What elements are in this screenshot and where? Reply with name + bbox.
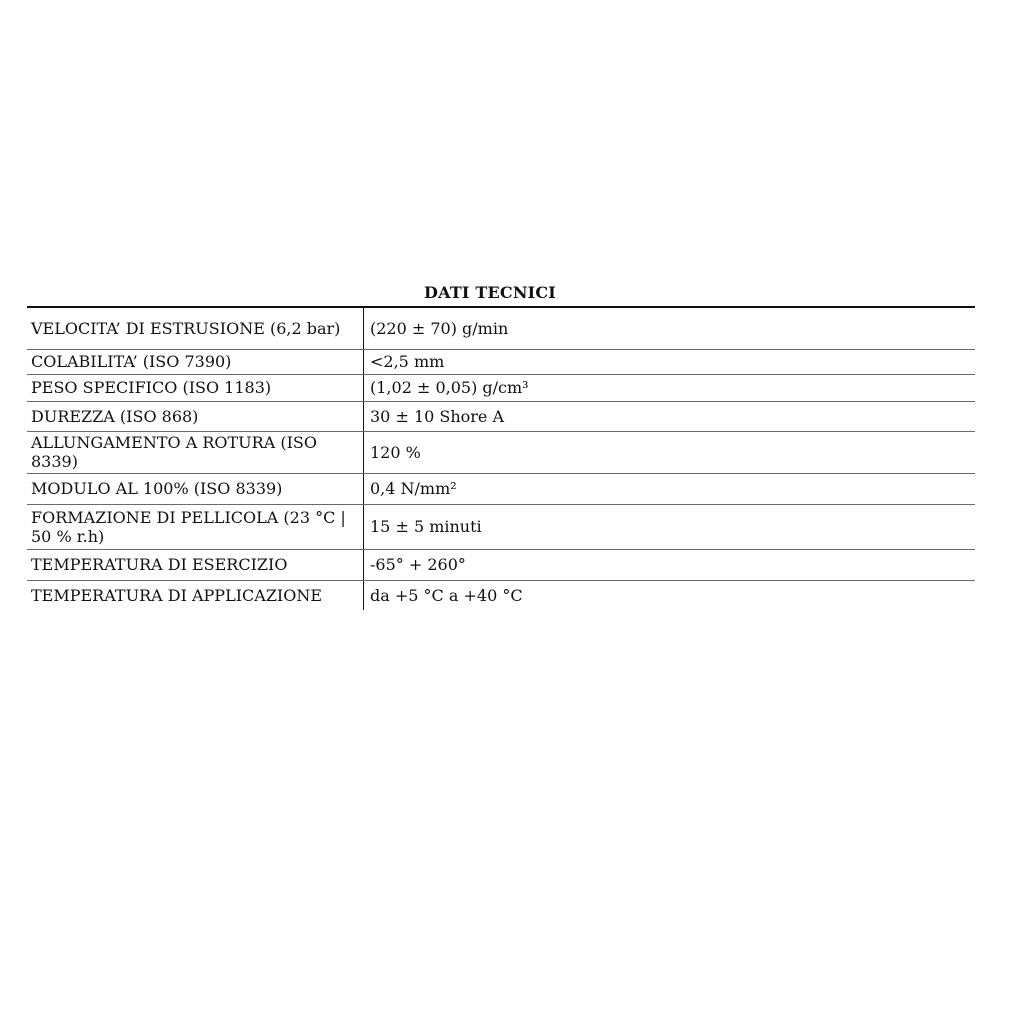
row-label: TEMPERATURA DI APPLICAZIONE bbox=[27, 580, 364, 610]
table-row bbox=[27, 431, 975, 473]
row-value: <2,5 mm bbox=[364, 349, 976, 374]
row-value: 0,4 N/mm² bbox=[364, 473, 976, 504]
row-label: PESO SPECIFICO (ISO 1183) bbox=[27, 374, 364, 401]
technical-data-table bbox=[27, 306, 975, 610]
row-value: -65° + 260° bbox=[364, 549, 976, 580]
table-row bbox=[27, 504, 975, 549]
table-row bbox=[27, 307, 975, 349]
table-row bbox=[27, 580, 975, 610]
row-label: FORMAZIONE DI PELLICOLA (23 °C | 50 % r.h) bbox=[27, 504, 364, 549]
row-value: 120 % bbox=[364, 431, 976, 473]
row-label: COLABILITA’ (ISO 7390) bbox=[27, 349, 364, 374]
row-label: VELOCITA’ DI ESTRUSIONE (6,2 bar) bbox=[27, 307, 364, 349]
table-row bbox=[27, 349, 975, 374]
document-title: DATI TECNICI bbox=[424, 283, 556, 302]
table-row bbox=[27, 549, 975, 580]
row-value: (1,02 ± 0,05) g/cm³ bbox=[364, 374, 976, 401]
row-label: TEMPERATURA DI ESERCIZIO bbox=[27, 549, 364, 580]
table-row bbox=[27, 374, 975, 401]
table-row bbox=[27, 473, 975, 504]
row-label: MODULO AL 100% (ISO 8339) bbox=[27, 473, 364, 504]
row-label: ALLUNGAMENTO A ROTURA (ISO 8339) bbox=[27, 431, 364, 473]
row-value: (220 ± 70) g/min bbox=[364, 307, 976, 349]
row-value: 30 ± 10 Shore A bbox=[364, 401, 976, 431]
row-value: da +5 °C a +40 °C bbox=[370, 585, 523, 605]
row-value: 15 ± 5 minuti bbox=[364, 504, 976, 549]
row-label: DUREZZA (ISO 868) bbox=[27, 401, 364, 431]
table-row bbox=[27, 401, 975, 431]
